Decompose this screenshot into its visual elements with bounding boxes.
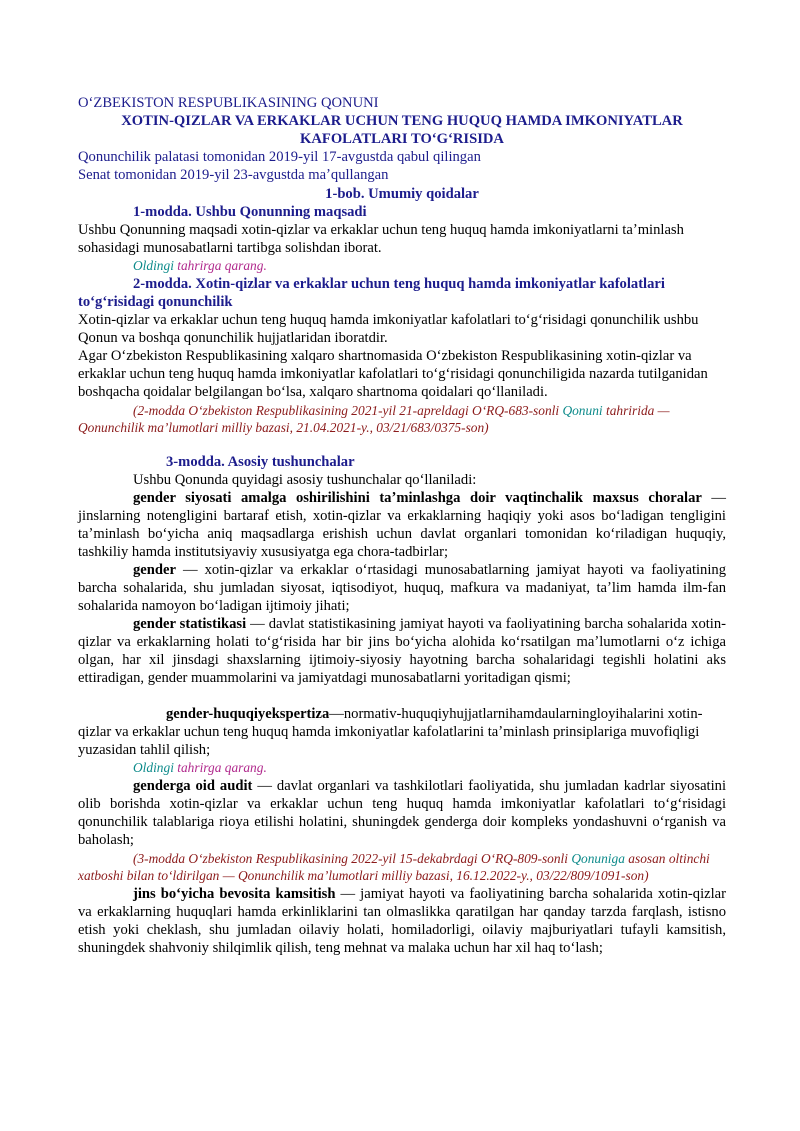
spacer	[78, 687, 726, 705]
prev-edition-text: tahrirga qarang.	[173, 258, 267, 273]
prev-edition-link[interactable]: Oldingi	[133, 258, 174, 273]
article3-amendment-note	[78, 850, 726, 884]
definition-item	[78, 885, 726, 957]
article3-prev-edition	[78, 759, 726, 777]
definition-item	[78, 489, 726, 561]
prev-edition-text: tahrirga qarang.	[173, 760, 267, 775]
article2-amendment-note	[78, 402, 726, 436]
definition-text: — davlat statistikasining jamiyat hayoti va faoliyatining barcha sohalarida xotin-qizlar va erkaklarning holati toʻgʻrisida har bir jins boʻyicha alohida koʻrsatilgan maʼlumotlarni oʻz ichiga olgan, har xil jinsdagi shaxslarning ijtimoiy-siyosiy hayotning barcha sohalaridagi tegishli holatini aks ettiradigan, gender muammolarini va jamiyatdagi munosabatlarni yoritadigan qismi;	[78, 616, 727, 686]
definition-text: — jinslarning notengligini bartaraf etish, xotin-qizlar va erkaklarning haqiqiy yoki asos boʻladigan tengligini taʼminlash boʻyicha aniq maqsadlarga erishish uchun davlat organlari tomonidan koʻriladigan huquqiy, tashkiliy hamda institutsiyaviy xususiyatga ega chora-tadbirlar;	[78, 490, 727, 560]
law-link[interactable]: Qonuniga	[571, 851, 625, 866]
definition-term: gender	[133, 562, 176, 578]
chapter-title: 1-bob. Umumiy qoidalar	[325, 186, 479, 202]
article3-title: 3-modda. Asosiy tushunchalar	[166, 454, 355, 470]
law-title-line2: KAFOLATLARI TOʻGʻRISIDA	[300, 131, 504, 147]
definition-text: — xotin-qizlar va erkaklar oʻrtasidagi munosabatlarning jamiyat hayoti va faoliyatining barcha sohalarida, shu jumladan siyosat, iqtisodiyot, huquq, mafkura va madaniyat, taʼlim hamda ilm-fan sohalarida namoyon boʻladigan ijtimoiy jihati;	[78, 562, 726, 614]
note-text: tahririda — Qonunchilik maʼlumotlari milliy bazasi, 21.04.2021-y., 03/21/683/0375-son)	[78, 403, 670, 435]
note-text: (3-modda Oʻzbekiston Respublikasining 2022-yil 15-dekabrdagi OʻRQ-809-sonli	[133, 851, 572, 866]
definition-item	[78, 777, 726, 849]
definition-term: gender statistikasi	[133, 616, 247, 632]
approved-date: Senat tomonidan 2019-yil 23-avgustda maʼqullangan	[78, 167, 389, 183]
definition-term: jins boʻyicha bevosita kamsitish	[133, 886, 336, 902]
law-link[interactable]: Qonuni	[562, 403, 603, 418]
law-label: OʻZBEKISTON RESPUBLIKASINING QONUNI	[78, 95, 379, 111]
article3-intro: Ushbu Qonunda quyidagi asosiy tushunchalar qoʻllaniladi:	[133, 472, 477, 488]
adopted-date: Qonunchilik palatasi tomonidan 2019-yil 17-avgustda qabul qilingan	[78, 149, 481, 165]
article1-text: Ushbu Qonunning maqsadi xotin-qizlar va erkaklar uchun teng huquq hamda imkoniyatlarni taʼminlash sohasidagi munosabatlarni tartibga solishdan iborat.	[78, 222, 684, 256]
definition-term: gender siyosati amalga oshirilishini taʼminlashga doir vaqtinchalik maxsus choralar	[133, 490, 702, 506]
article1-prev-edition	[78, 257, 726, 275]
definition-item	[78, 705, 726, 759]
note-text: asosan oltinchi xatboshi bilan toʻldirilgan — Qonunchilik maʼlumotlari milliy bazasi, 16.12.2022-y., 03/22/809/1091-son)	[78, 851, 710, 883]
note-text: (2-modda Oʻzbekiston Respublikasining 2021-yil 21-apreldagi OʻRQ-683-sonli	[133, 403, 563, 418]
definition-text: —normativ-huquqiyhujjatlarnihamdaularningloyihalarini xotin-qizlar va erkaklar uchun teng huquq hamda imkoniyatlar kafolatlarini taʼminlash prinsiplariga muvofiqligi yuzasidan tahlil qilish;	[78, 706, 703, 758]
article1-title: 1-modda. Ushbu Qonunning maqsadi	[133, 204, 367, 220]
definition-term: gender-huquqiyekspertiza	[166, 706, 330, 722]
article2-para2: Agar Oʻzbekiston Respublikasining xalqaro shartnomasida Oʻzbekiston Respublikasining xotin-qizlar va erkaklar uchun teng huquq hamda imkoniyatlar kafolatlari toʻgʻrisidagi qonunchiligida nazarda tutilganidan boshqacha qoidalar belgilangan boʻlsa, xalqaro shartnoma qoidalari qoʻllaniladi.	[78, 348, 708, 400]
spacer	[78, 436, 726, 453]
definition-text: — davlat organlari va tashkilotlari faoliyatida, shu jumladan kadrlar siyosatini olib borishda xotin-qizlar va erkaklar uchun teng huquq hamda imkoniyatlar kafolatlari toʻgʻrisidagi qonunchilik talablariga rioya etilishi holatini, shuningdek genderga doir kompleks yondashuvni oʻrganish va baholash;	[78, 778, 727, 848]
definition-text: — jamiyat hayoti va faoliyatining barcha sohalarida xotin-qizlar va erkaklarning huquqlari hamda erkinliklarini tan olmaslikka qaratilgan har qanday tarzda farqlash, istisno etish yoki cheklash, shu jumladan oilaviy holati, homiladorligi, oilaviy majburiyatlari tufayli kamsitish, shuningdek shahvoniy shilqimlik qilish, teng mehnat va malaka uchun har xil haq toʻlash;	[78, 886, 726, 956]
definition-term: genderga oid audit	[133, 778, 253, 794]
prev-edition-link[interactable]: Oldingi	[133, 760, 174, 775]
definition-item	[78, 561, 726, 615]
law-title-line1: XOTIN-QIZLAR VA ERKAKLAR UCHUN TENG HUQUQ HAMDA IMKONIYATLAR	[121, 113, 683, 129]
article2-para1: Xotin-qizlar va erkaklar uchun teng huquq hamda imkoniyatlar kafolatlari toʻgʻrisidagi qonunchilik ushbu Qonun va boshqa qonunchilik hujjatlaridan iboratdir.	[78, 312, 699, 346]
definition-item	[78, 615, 726, 687]
article2-title: 2-modda. Xotin-qizlar va erkaklar uchun teng huquq hamda imkoniyatlar kafolatlari toʻgʻrisidagi qonunchilik	[78, 276, 665, 310]
